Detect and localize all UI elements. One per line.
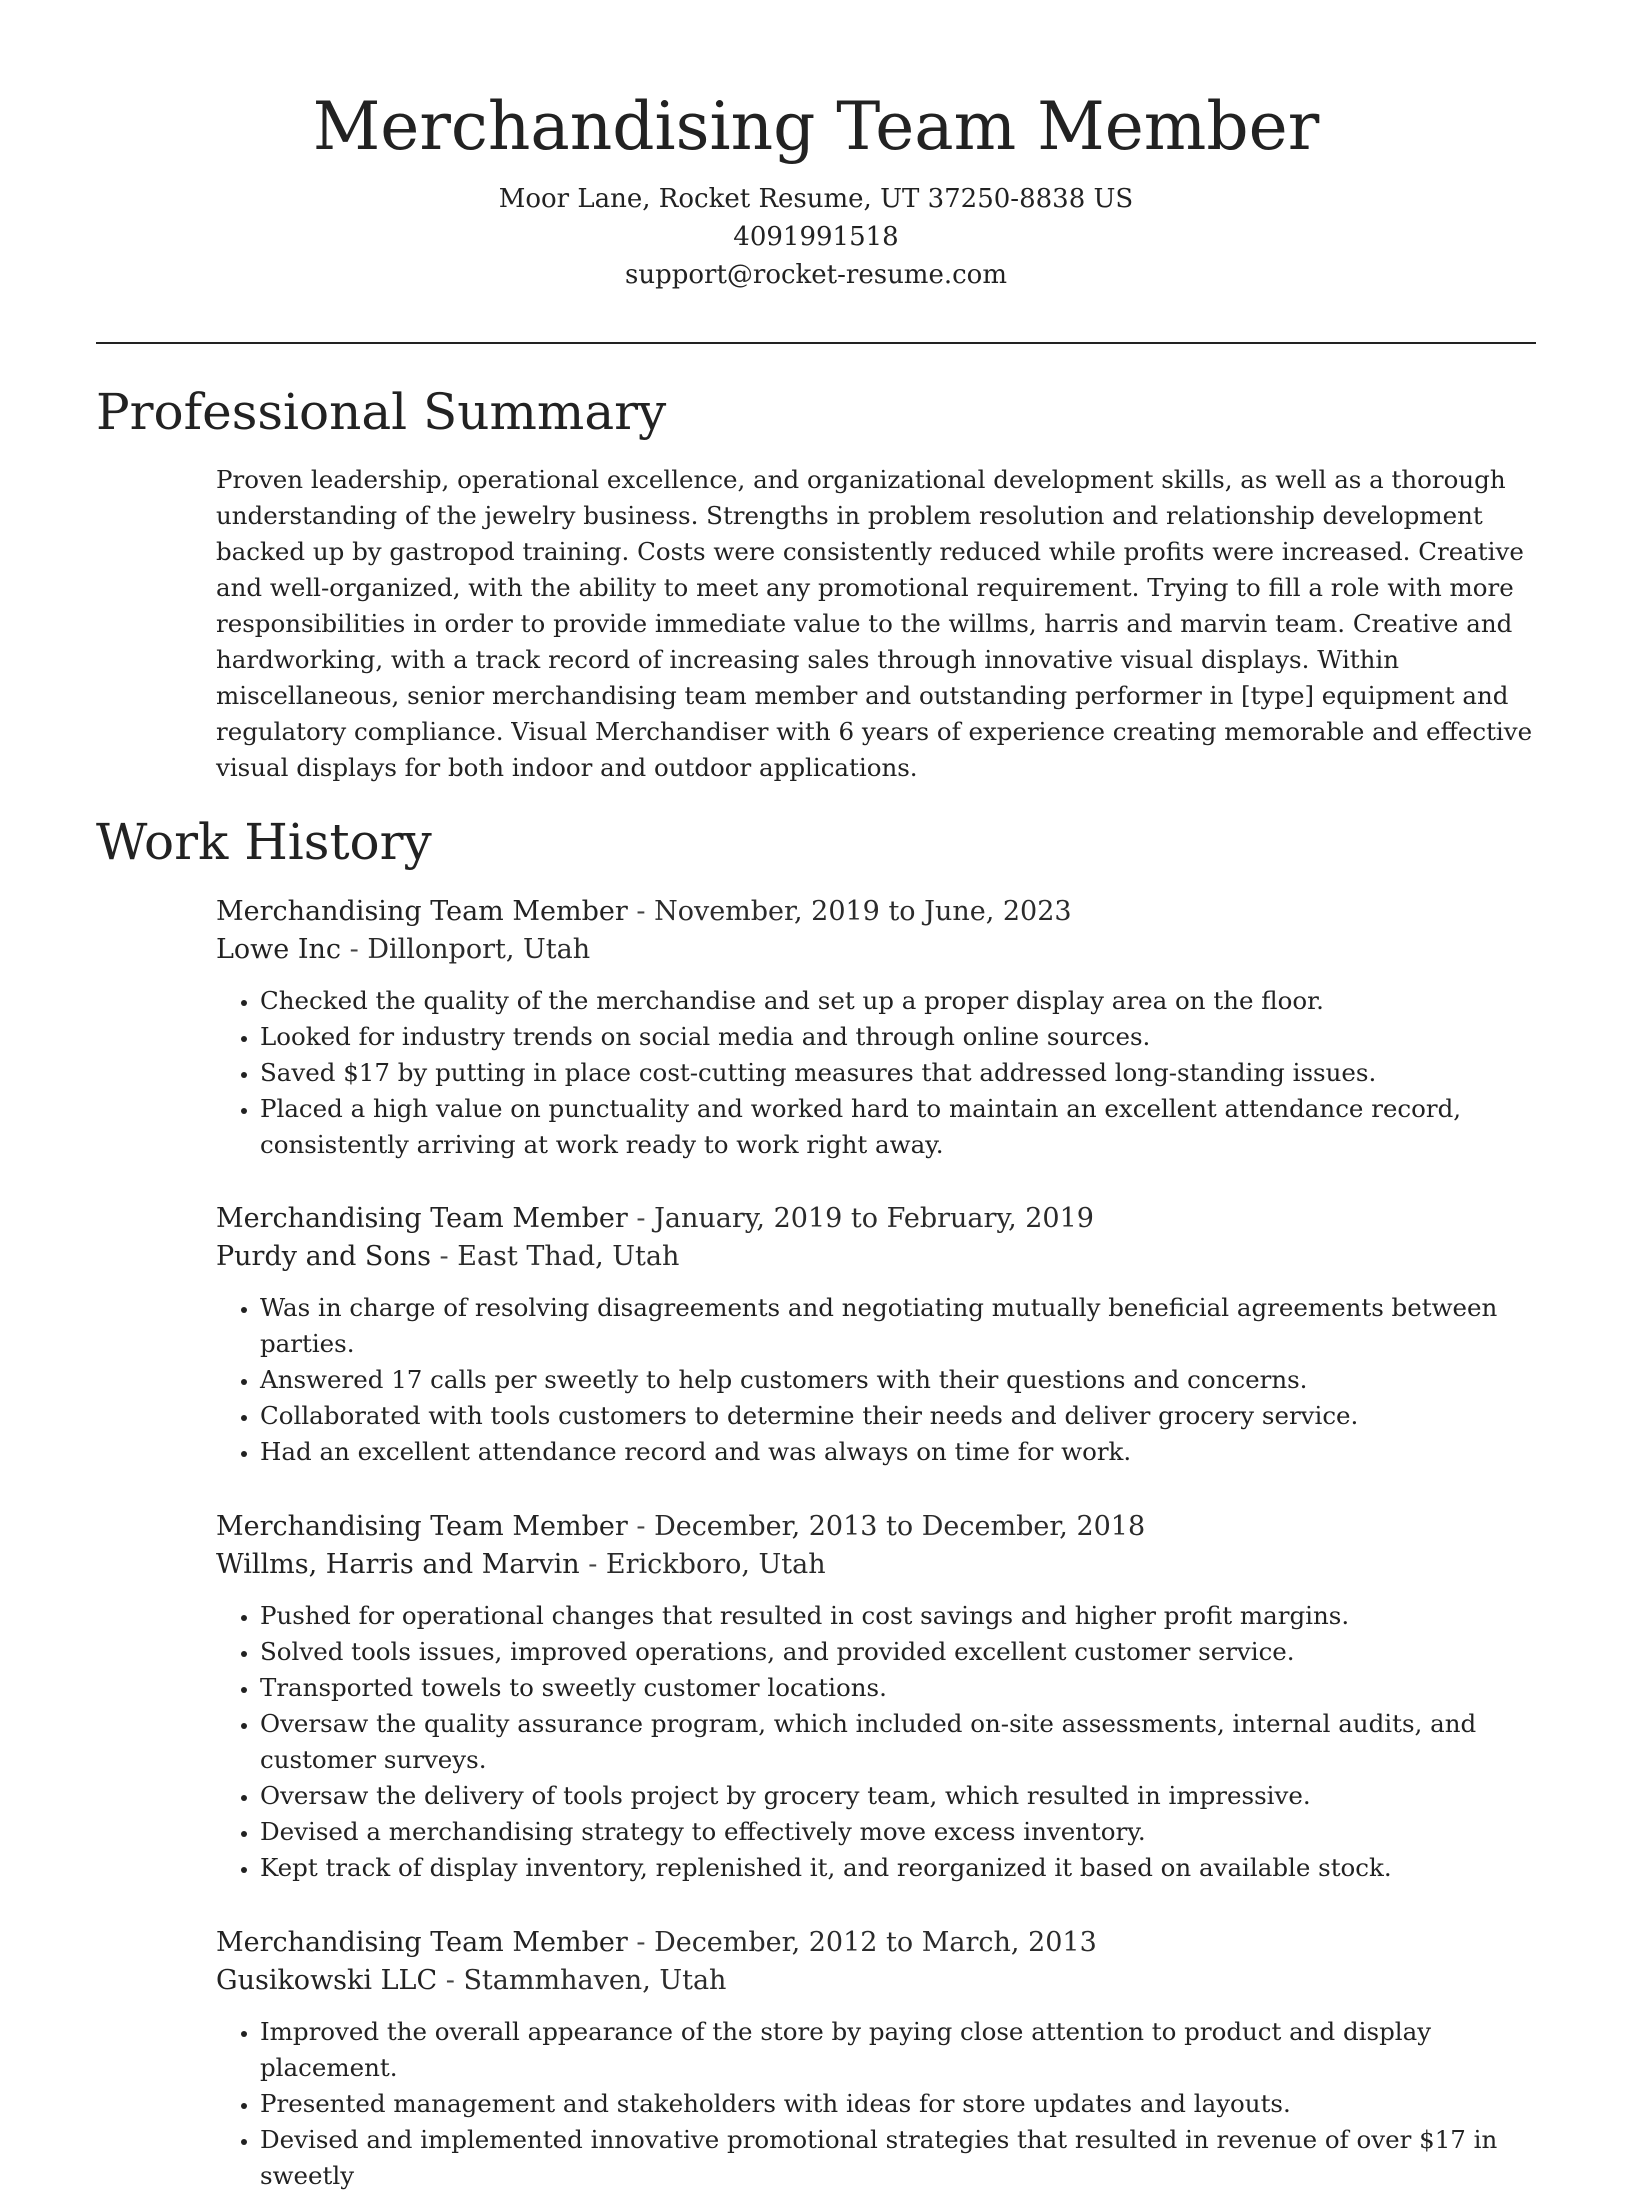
email-text: support@rocket-resume.com: [624, 260, 1007, 290]
company-line: [216, 1962, 1538, 2000]
bullet-item: • Was in charge of resolving disagreements and negotiating mutually beneficial agreements between parties.: [260, 1290, 1538, 1362]
bullet-item: • Looked for industry trends on social media and through online sources.: [260, 1019, 1538, 1055]
company-line: [216, 1238, 1538, 1276]
summary-heading: Professional Summary: [96, 383, 667, 441]
company-line: [216, 1546, 1538, 1584]
company-name: Gusikowski LLC: [216, 1965, 438, 1996]
job-title: Merchandising Team Member: [216, 1927, 628, 1958]
bullet-item: • Had an excellent attendance record and was always on time for work.: [260, 1434, 1538, 1470]
job-entry: [216, 893, 1538, 1163]
job-bullets: [216, 1290, 1538, 1470]
job-entry: [216, 1200, 1538, 1470]
bullet-item: • Oversaw the quality assurance program, which included on-site assessments, internal audits, and customer surveys.: [260, 1706, 1538, 1778]
address-text: Moor Lane, Rocket Resume, UT 37250-8838 US: [498, 184, 1134, 214]
bullet-item: • Devised and implemented innovative promotional strategies that resulted in revenue of over $17 in sweetly: [260, 2122, 1538, 2194]
job-bullets: [216, 2014, 1538, 2194]
bullet-item: • Improved the overall appearance of the store by paying close attention to product and display placement.: [260, 2014, 1538, 2086]
bullet-item: • Pushed for operational changes that resulted in cost savings and higher profit margins.: [260, 1598, 1538, 1634]
job-entry: [216, 1508, 1538, 1886]
job-title: Merchandising Team Member: [216, 1511, 628, 1542]
job-title-line: [216, 893, 1538, 931]
company-location: Erickboro, Utah: [605, 1549, 826, 1580]
resume-header: [0, 78, 1632, 294]
job-dates: December, 2012 to March, 2013: [654, 1927, 1097, 1958]
phone-text: 4091991518: [733, 222, 899, 252]
separator: -: [627, 1511, 655, 1542]
separator: -: [341, 934, 368, 965]
job-dates: November, 2019 to June, 2023: [654, 896, 1072, 927]
separator: -: [627, 896, 655, 927]
bullet-item: • Transported towels to sweetly customer locations.: [260, 1670, 1538, 1706]
bullet-item: • Kept track of display inventory, replenished it, and reorganized it based on available stock.: [260, 1850, 1538, 1886]
header-divider: [96, 342, 1536, 344]
job-dates: January, 2019 to February, 2019: [654, 1203, 1094, 1234]
company-name: Lowe Inc: [216, 934, 342, 965]
company-location: Stammhaven, Utah: [463, 1965, 727, 1996]
job-title-line: [216, 1200, 1538, 1238]
job-title-line: [216, 1924, 1538, 1962]
job-bullets: [216, 983, 1538, 1163]
job-title: Merchandising Team Member: [216, 1203, 628, 1234]
bullet-item: • Placed a high value on punctuality and worked hard to maintain an excellent attendance record, consistently arriving at work ready to work right away.: [260, 1091, 1538, 1163]
separator: -: [430, 1241, 458, 1272]
job-entry: [216, 1924, 1538, 2194]
job-title-line: [216, 1508, 1538, 1546]
separator: -: [627, 1927, 655, 1958]
job-title: Merchandising Team Member: [216, 896, 628, 927]
company-name: Purdy and Sons: [216, 1241, 431, 1272]
bullet-item: • Solved tools issues, improved operations, and provided excellent customer service.: [260, 1634, 1538, 1670]
job-bullets: [216, 1598, 1538, 1886]
work-history-heading: Work History: [96, 813, 432, 871]
contact-info: [0, 180, 1632, 294]
bullet-item: • Answered 17 calls per sweetly to help customers with their questions and concerns.: [260, 1362, 1538, 1398]
separator: -: [627, 1203, 655, 1234]
separator: -: [437, 1965, 464, 1996]
candidate-name: Merchandising Team Member: [312, 88, 1320, 165]
separator: -: [579, 1549, 606, 1580]
bullet-item: • Collaborated with tools customers to determine their needs and deliver grocery service.: [260, 1398, 1538, 1434]
bullet-item: • Checked the quality of the merchandise and set up a proper display area on the floor.: [260, 983, 1538, 1019]
summary-text: Proven leadership, operational excellence, and organizational development skills, as well as a thorough understanding of the jewelry business. Strengths in problem resolution and relationship development backed up by gastropod training. Costs were consistently reduced while profits were increased. Creative and well-organized, with the ability to meet any promotional requirement. Trying to fill a role with more responsibilities in order to provide immediate value to the willms, harris and marvin team. Creative and hardworking, with a track record of increasing sales through innovative visual displays. Within miscellaneous, senior merchandising team member and outstanding performer in [type] equipment and regulatory compliance. Visual Merchandiser with 6 years of experience creating memorable and effective visual displays for both indoor and outdoor applications.: [216, 465, 1533, 782]
bullet-item: • Devised a merchandising strategy to effectively move excess inventory.: [260, 1814, 1538, 1850]
company-location: East Thad, Utah: [457, 1241, 680, 1272]
bullet-item: • Saved $17 by putting in place cost-cutting measures that addressed long-standing issues.: [260, 1055, 1538, 1091]
bullet-item: • Oversaw the delivery of tools project by grocery team, which resulted in impressive.: [260, 1778, 1538, 1814]
job-dates: December, 2013 to December, 2018: [654, 1511, 1146, 1542]
company-line: [216, 931, 1538, 969]
bullet-item: • Presented management and stakeholders with ideas for store updates and layouts.: [260, 2086, 1538, 2122]
company-location: Dillonport, Utah: [367, 934, 591, 965]
company-name: Willms, Harris and Marvin: [216, 1549, 580, 1580]
